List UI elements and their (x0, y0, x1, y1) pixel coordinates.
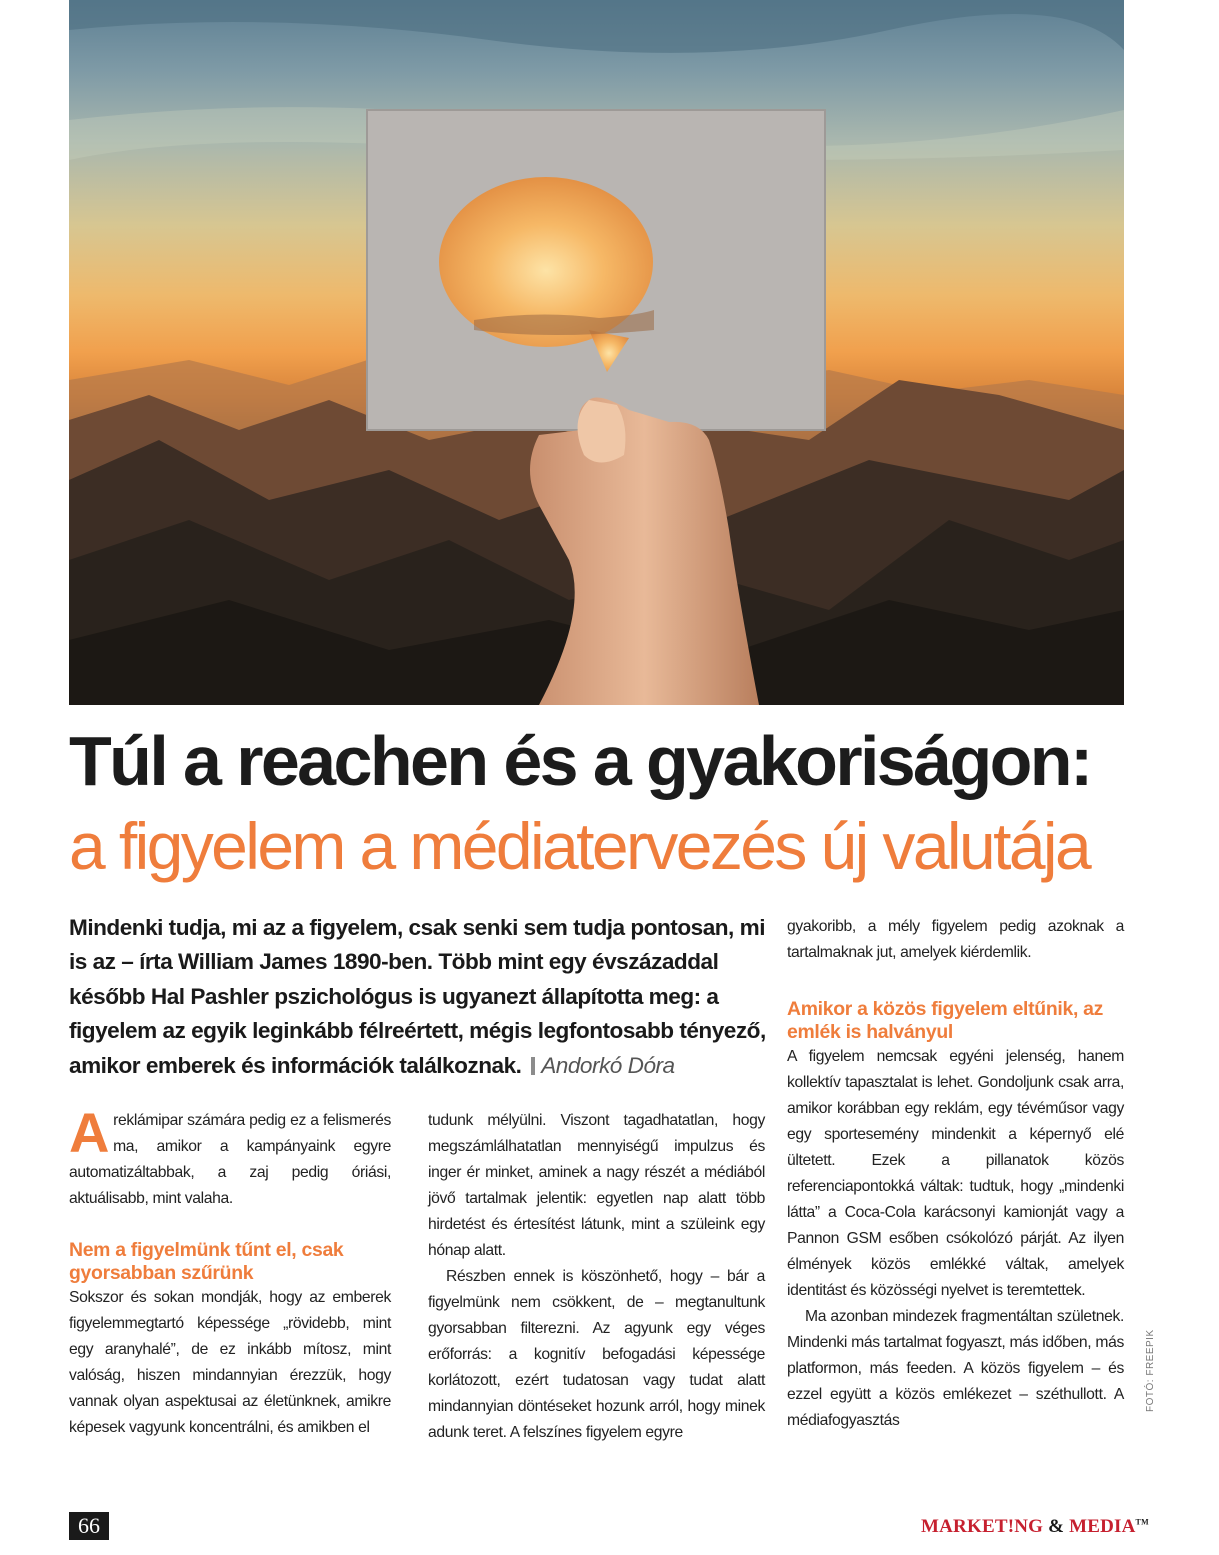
article-column-3 (787, 914, 1124, 1434)
logo-trademark: TM (1135, 1517, 1149, 1527)
article-title: Túl a reachen és a gyakoriságon: (69, 722, 1091, 800)
article-subtitle: a figyelem a médiatervezés új valutája (69, 809, 1090, 883)
body-paragraph: Sokszor és sokan mondják, hogy az emberek figyelemmegtartó képessége „rövidebb, mint egy aranyhalé”, de ez inkább mítosz, mint valóság, hiszen mindannyian érezzük, hogy vannak olyan aspektusai az életünknek, amikre képesek vagyunk koncentrálni, és amikben el (69, 1289, 391, 1436)
body-paragraph: Ma azonban mindezek fragmentáltan születnek. Mindenki más tartalmat fogyaszt, más időben, más platformon, más feeden. A közös figyelem – és ezzel együtt a közös emlékezet – széthullott. A médiafogyasztás (787, 1308, 1124, 1429)
hero-illustration (69, 0, 1124, 705)
photo-credit: FOTÓ: FREEPIK (1145, 1329, 1156, 1412)
logo-exclamation: ! (1007, 1516, 1015, 1537)
logo-part: MEDIA (1069, 1516, 1136, 1537)
body-paragraph: A figyelem nemcsak egyéni jelenség, hanem kollektív tapasztalat is lehet. Gondoljunk csak arra, amikor korábban egy reklám, egy tévéműsor vagy egy sportesemény mindenkit a képernyő elé ültetett. Ezek a pillanatok közös referenciapontokká váltak: tudtuk, hogy „mindenki látta” a Coca-Cola karácsonyi kamionját vagy a Pannon GSM esőben csókolózó párját. Az ilyen élmények közös emlékké váltak, amelyek identitást és közösségi nyelvet is teremtettek. (787, 1048, 1124, 1299)
page-number: 66 (69, 1512, 109, 1540)
subheading-filtering: Nem a figyelmünk tűnt el, csak gyorsabban szűrünk (69, 1239, 344, 1284)
body-paragraph: gyakoribb, a mély figyelem pedig azoknak a tartalmaknak jut, amelyek kiérdemlik. (787, 918, 1124, 961)
author-name: Andorkó Dóra (541, 1052, 675, 1078)
body-paragraph: Részben ennek is köszönhető, hogy – bár a figyelmünk nem csökkent, de – megtanultunk gyorsabban filterezni. Az agyunk egy véges erőforrás: a kognitív befogadási képessége korlátozott, ezért tudatosan vagy tudat alatt mindannyian döntéseket hozunk arról, hogy minek adunk teret. A felszínes figyelem egyre (428, 1268, 765, 1441)
intro-paragraph (69, 1101, 391, 1212)
author-separator (531, 1057, 535, 1075)
body-paragraph: tudunk mélyülni. Viszont tagadhatatlan, hogy megszámlálhatatlan mennyiségű impulzus és inger ér minket, aminek a nagy részét a médiából jövő tartalmak jelentik: egyetlen nap alatt több hirdetést és értesítést látunk, mint a szüleink egy hónap alatt. (428, 1112, 765, 1259)
drop-cap: A (69, 1101, 110, 1164)
subheading-shared-attention: Amikor a közös figyelem eltűnik, az emlék is halványul (787, 998, 1104, 1043)
intro-text: reklámipar számára pedig ez a felismerés ma, amikor a kampányaink egyre automatizáltabbak, a zaj pedig óriási, aktuálisabb, mint valaha. (69, 1112, 391, 1207)
article-column-1 (69, 1101, 391, 1441)
lead-text: Mindenki tudja, mi az a figyelem, csak senki sem tudja pontosan, mi is az – írta William James 1890-ben. Több mint egy évszázaddal később Hal Pashler pszichológus is ugyanezt állapította meg: a figyelem az egyik leginkább félreértett, mégis legfontosabb tényező, amikor emberek és információk találkoznak. (69, 915, 766, 1078)
magazine-logo (921, 1516, 1149, 1538)
lead-paragraph (69, 911, 769, 1083)
logo-part: MARKET (921, 1516, 1008, 1537)
logo-ampersand: & (1048, 1516, 1065, 1537)
hero-image (69, 0, 1124, 705)
logo-part: NG (1014, 1516, 1044, 1537)
article-column-2 (428, 1108, 765, 1446)
